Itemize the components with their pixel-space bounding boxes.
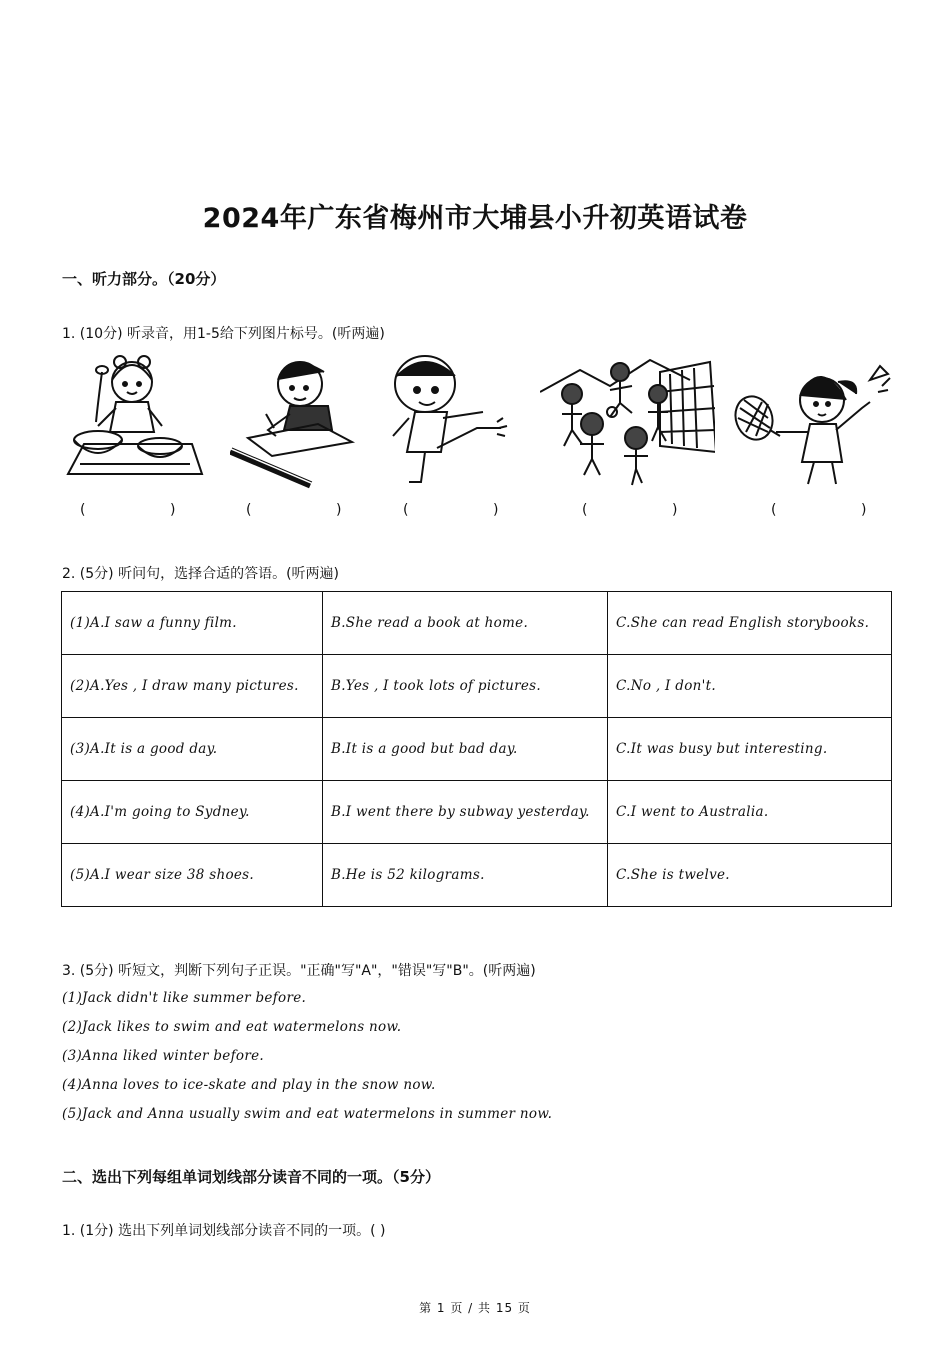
question-2-prompt: 2. (5分) 听问句，选择合适的答语。(听两遍)	[62, 566, 340, 582]
girl-badminton-icon	[732, 352, 892, 490]
option-cell[interactable]: (3)A.It is a good day.	[62, 718, 323, 781]
option-cell[interactable]: (5)A.I wear size 38 shoes.	[62, 844, 323, 907]
picture-row	[60, 352, 890, 492]
table-row	[62, 655, 892, 718]
section-1-heading: 一、听力部分。（20分）	[62, 270, 226, 288]
option-cell[interactable]: (4)A.I'm going to Sydney.	[62, 781, 323, 844]
table-row	[62, 592, 892, 655]
option-cell[interactable]: C.I went to Australia.	[608, 781, 892, 844]
table-row	[62, 844, 892, 907]
statement-2: (2)Jack likes to swim and eat watermelons now.	[62, 1019, 402, 1035]
statement-1: (1)Jack didn't like summer before.	[62, 990, 307, 1006]
option-cell[interactable]: C.She is twelve.	[608, 844, 892, 907]
answer-choices-table	[61, 591, 892, 907]
option-cell[interactable]: (2)A.Yes , I draw many pictures.	[62, 655, 323, 718]
question-3-prompt: 3. (5分) 听短文，判断下列句子正误。"正确"写"A"，"错误"写"B"。(听两遍)	[62, 963, 536, 979]
question-1-prompt: 1. (10分) 听录音，用1-5给下列图片标号。(听两遍)	[62, 326, 385, 342]
boy-kicking-icon	[385, 352, 515, 490]
statement-5: (5)Jack and Anna usually swim and eat watermelons in summer now.	[62, 1106, 553, 1122]
table-row	[62, 718, 892, 781]
table-row	[62, 781, 892, 844]
statement-3: (3)Anna liked winter before.	[62, 1048, 264, 1064]
option-cell[interactable]: C.It was busy but interesting.	[608, 718, 892, 781]
option-cell[interactable]: B.I went there by subway yesterday.	[323, 781, 608, 844]
option-cell[interactable]: B.It is a good but bad day.	[323, 718, 608, 781]
boy-writing-icon	[230, 352, 360, 490]
kids-playing-football-icon	[540, 352, 715, 490]
girl-cooking-icon	[60, 352, 205, 490]
page-title: 2024年广东省梅州市大埔县小升初英语试卷	[202, 203, 748, 234]
page-footer: 第 1 页 / 共 15 页	[419, 1301, 531, 1315]
statement-4: (4)Anna loves to ice-skate and play in the snow now.	[62, 1077, 436, 1093]
option-cell[interactable]: C.No , I don't.	[608, 655, 892, 718]
option-cell[interactable]: C.She can read English storybooks.	[608, 592, 892, 655]
section-2-question-1: 1. (1分) 选出下列单词划线部分读音不同的一项。( )	[62, 1223, 386, 1239]
option-cell[interactable]: B.Yes , I took lots of pictures.	[323, 655, 608, 718]
option-cell[interactable]: B.She read a book at home.	[323, 592, 608, 655]
option-cell[interactable]: (1)A.I saw a funny film.	[62, 592, 323, 655]
section-2-heading: 二、选出下列每组单词划线部分读音不同的一项。（5分）	[62, 1168, 440, 1186]
option-cell[interactable]: B.He is 52 kilograms.	[323, 844, 608, 907]
